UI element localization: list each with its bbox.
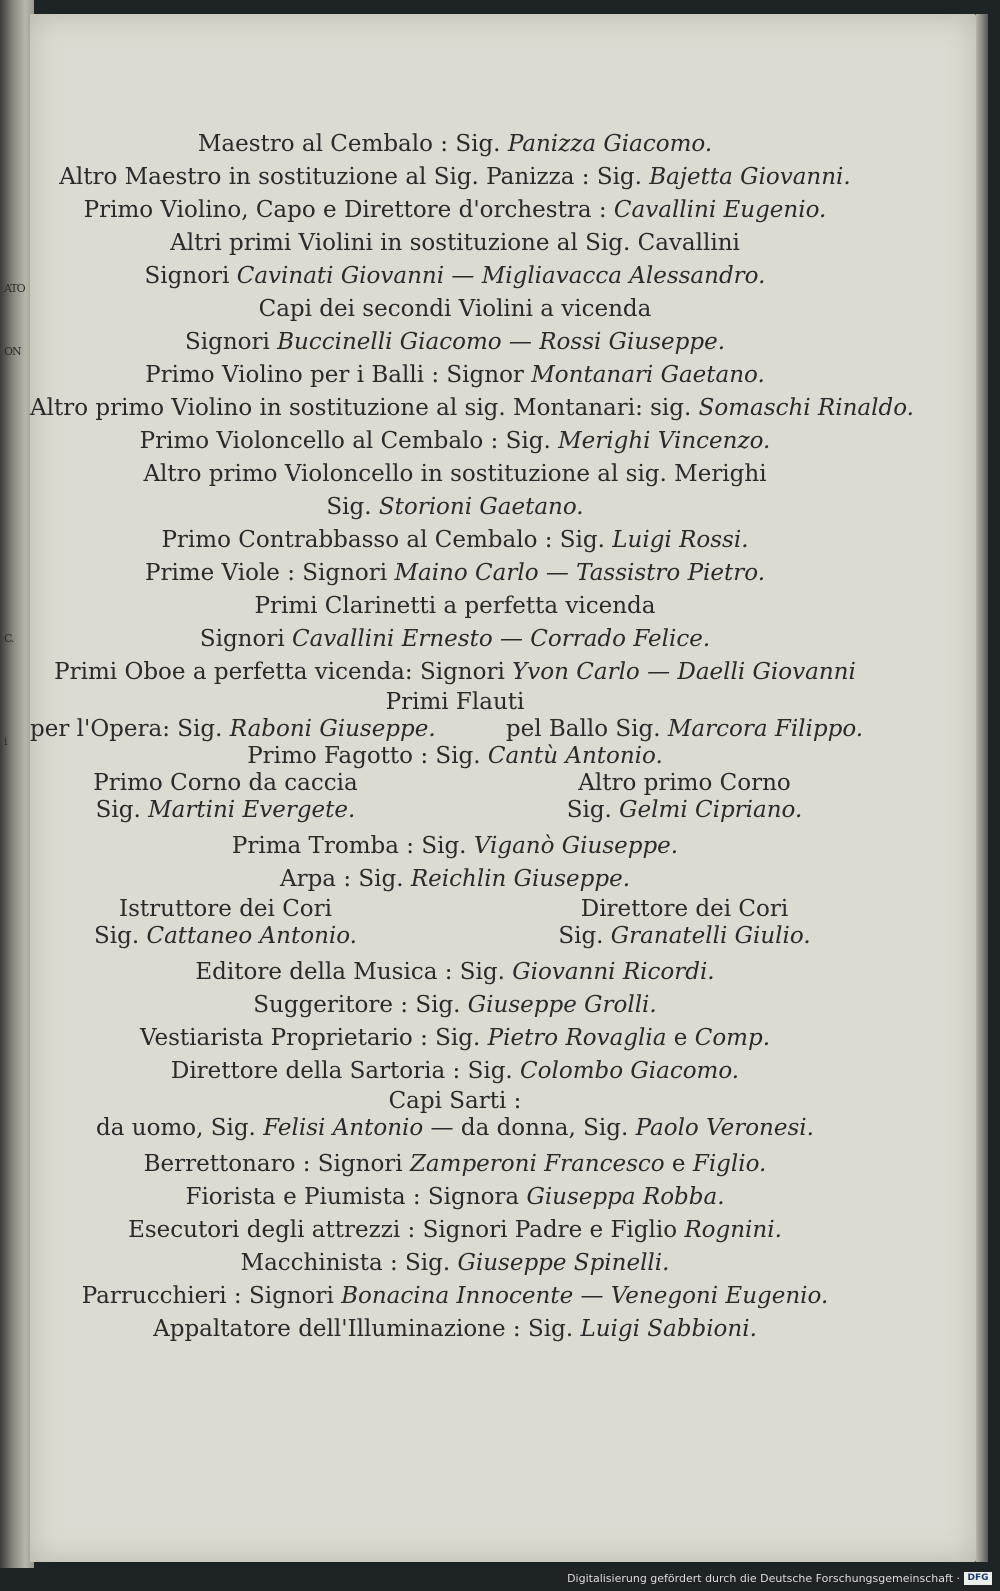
text-line: Primo Violino per i Balli : Signor Montanari Gaetano. bbox=[145, 362, 765, 388]
text-line: Direttore della Sartoria : Sig. Colombo Giacomo. bbox=[170, 1058, 740, 1084]
text-line: Parrucchieri : Signori Bonacina Innocente — Venegoni Eugenio. bbox=[81, 1283, 829, 1309]
text-line: Primi Flauti bbox=[385, 689, 525, 715]
corni-row-1: Primo Corno da caccia Altro primo Corno bbox=[93, 770, 791, 796]
text-line: Altro primo Violoncello in sostituzione al sig. Merighi bbox=[143, 461, 767, 487]
text-line: Editore della Musica : Sig. Giovanni Ricordi. bbox=[195, 959, 715, 985]
fagotto-line: Primo Fagotto : Sig. Cantù Antonio. bbox=[247, 743, 663, 769]
flauti-row: per l'Opera: Sig. Raboni Giuseppe. pel Ballo Sig. Marcora Filippo. bbox=[30, 716, 864, 742]
text-line: Vestiarista Proprietario : Sig. Pietro Rovaglia e Comp. bbox=[139, 1025, 771, 1051]
text-line: Capi Sarti : bbox=[388, 1088, 522, 1114]
text-line: Primi Clarinetti a perfetta vicenda bbox=[254, 593, 656, 619]
binding-mark: C. bbox=[4, 632, 14, 645]
text-line: Maestro al Cembalo : Sig. Panizza Giacomo. bbox=[197, 131, 713, 157]
text-line: Appaltatore dell'Illuminazione : Sig. Luigi Sabbioni. bbox=[153, 1316, 757, 1342]
book-binding bbox=[0, 0, 34, 1568]
text-line: Fiorista e Piumista : Signora Giuseppa Robba. bbox=[185, 1184, 725, 1210]
text-line: Arpa : Sig. Reichlin Giuseppe. bbox=[279, 866, 630, 892]
text-line: Primo Violino, Capo e Direttore d'orchestra : Cavallini Eugenio. bbox=[83, 197, 827, 223]
sarti-line: da uomo, Sig. Felisi Antonio — da donna, Sig. Paolo Veronesi. bbox=[96, 1115, 814, 1141]
text-line: Sig. Storioni Gaetano. bbox=[326, 494, 584, 520]
text-line: Primo Violoncello al Cembalo : Sig. Merighi Vincenzo. bbox=[139, 428, 771, 454]
text-line: Altri primi Violini in sostituzione al Sig. Cavallini bbox=[170, 230, 740, 256]
text-line: Signori Cavinati Giovanni — Migliavacca Alessandro. bbox=[144, 263, 766, 289]
personnel-list bbox=[30, 128, 914, 1346]
text-line: Capi dei secondi Violini a vicenda bbox=[258, 296, 652, 322]
page-edge bbox=[976, 14, 988, 1562]
footer-text: Digitalisierung gefördert durch die Deutsche Forschungsgemeinschaft · bbox=[567, 1572, 960, 1585]
text-line: Signori Cavallini Ernesto — Corrado Felice. bbox=[199, 626, 711, 652]
cori-row-2: Sig. Cattaneo Antonio. Sig. Granatelli Giulio. bbox=[94, 923, 811, 949]
text-line: Suggeritore : Sig. Giuseppe Grolli. bbox=[253, 992, 657, 1018]
cori-row-1: Istruttore dei Cori Direttore dei Cori bbox=[119, 896, 789, 922]
text-line: Altro primo Violino in sostituzione al sig. Montanari: sig. Somaschi Rinaldo. bbox=[30, 395, 914, 421]
binding-mark: i bbox=[4, 735, 7, 748]
text-line: Primo Contrabbasso al Cembalo : Sig. Luigi Rossi. bbox=[161, 527, 749, 553]
text-line: Altro Maestro in sostituzione al Sig. Panizza : Sig. Bajetta Giovanni. bbox=[59, 164, 851, 190]
text-line: Berrettonaro : Signori Zamperoni Francesco e Figlio. bbox=[143, 1151, 767, 1177]
text-line: Prime Viole : Signori Maino Carlo — Tassistro Pietro. bbox=[144, 560, 766, 586]
dfg-logo: DFG bbox=[964, 1572, 992, 1585]
text-line: Primi Oboe a perfetta vicenda: Signori Yvon Carlo — Daelli Giovanni bbox=[54, 659, 856, 685]
text-line: Macchinista : Sig. Giuseppe Spinelli. bbox=[240, 1250, 670, 1276]
corni-row-2: Sig. Martini Evergete. Sig. Gelmi Cipriano. bbox=[95, 797, 803, 823]
text-line: Esecutori degli attrezzi : Signori Padre e Figlio Rognini. bbox=[128, 1217, 782, 1243]
binding-mark: ATO bbox=[4, 282, 25, 295]
footer-credit bbox=[567, 1572, 992, 1585]
text-line: Prima Tromba : Sig. Viganò Giuseppe. bbox=[231, 833, 679, 859]
binding-mark: ON bbox=[4, 345, 21, 358]
text-line: Signori Buccinelli Giacomo — Rossi Giuseppe. bbox=[184, 329, 726, 355]
